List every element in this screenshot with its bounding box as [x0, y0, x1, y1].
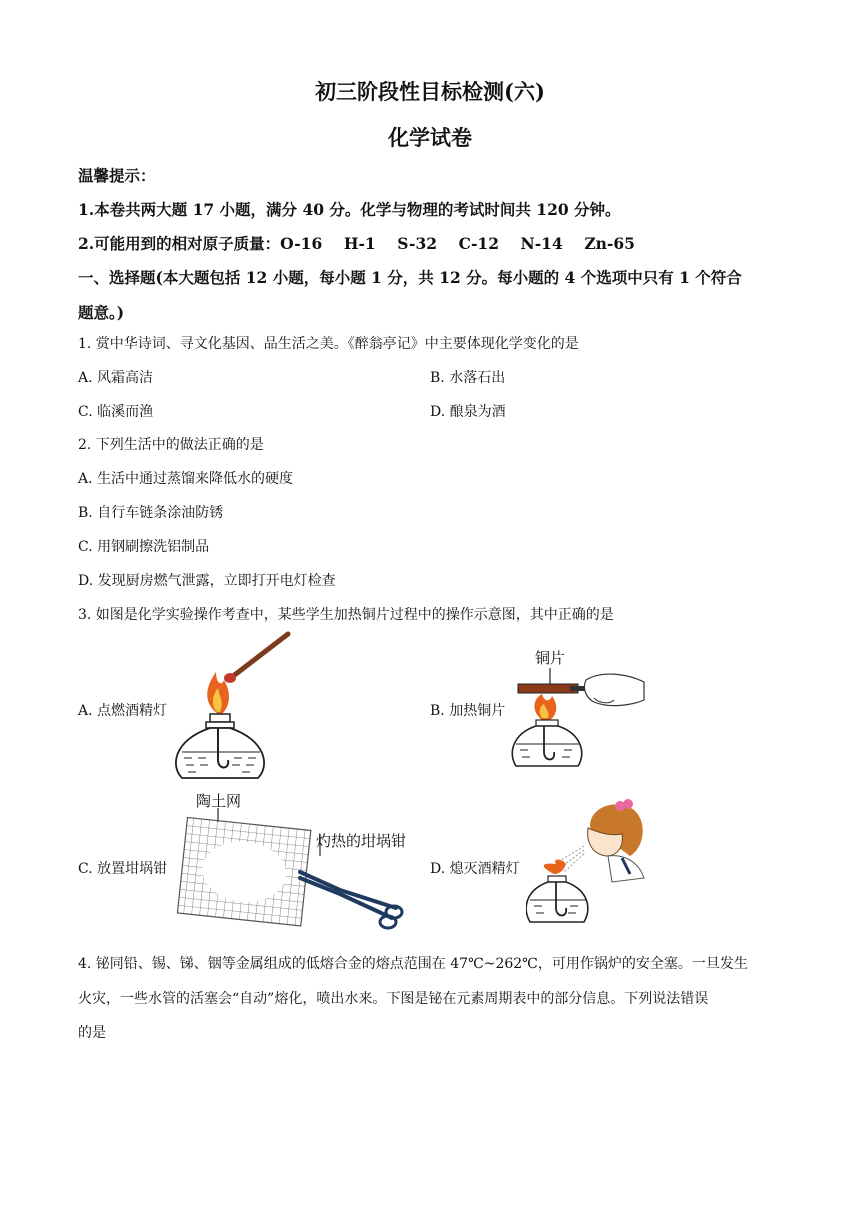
question-1-option-b: B. 水落石出	[430, 370, 506, 386]
question-1-stem: 1. 赏中华诗词、寻文化基因、品生活之美。《醉翁亭记》中主要体现化学变化的是	[78, 336, 579, 352]
match-stick	[228, 634, 288, 680]
tips-line-2: 2.可能用到的相对原子质量：O-16 H-1 S-32 C-12 N-14 Zn-65	[78, 234, 635, 253]
lamp-body	[512, 726, 581, 766]
tips-heading: 温馨提示：	[78, 166, 156, 185]
question-4-line-1: 4. 铋同铅、锡、锑、铟等金属组成的低熔合金的熔点范围在 47℃~262℃，可用作锅炉的安全塞。一旦发生	[78, 956, 748, 972]
tips-line-1: 1.本卷共两大题 17 小题，满分 40 分。化学与物理的考试时间共 120 分钟。	[78, 200, 621, 219]
page-subtitle: 化学试卷	[388, 125, 472, 150]
copper-sheet-label: 铜片	[535, 649, 566, 667]
question-3-option-d: D. 熄灭酒精灯	[430, 861, 520, 877]
question-2-option-c: C. 用钢刷擦洗铝制品	[78, 539, 210, 555]
question-2-stem: 2. 下列生活中的做法正确的是	[78, 437, 264, 453]
gauze-label: 陶土网	[196, 792, 242, 810]
question-2-option-b: B. 自行车链条涂油防锈	[78, 505, 224, 521]
figure-d-extinguish-lamp	[526, 798, 656, 928]
figure-b-heating-copper	[510, 668, 650, 772]
figure-c-crucible-tongs	[172, 808, 406, 938]
question-2-option-d: D. 发现厨房燃气泄露，立即打开电灯检查	[78, 573, 336, 589]
question-3-option-c: C. 放置坩埚钳	[78, 861, 168, 877]
question-1-option-d: D. 酿泉为酒	[430, 404, 506, 420]
question-3-stem: 3. 如图是化学实验操作考查中，某些学生加热铜片过程中的操作示意图，其中正确的是	[78, 607, 614, 623]
section-heading-line-1: 一、选择题(本大题包括 12 小题，每小题 1 分，共 12 分。每小题的 4 个选项中只有 1 个符合	[78, 268, 742, 287]
lamp-cap	[210, 714, 230, 722]
lamp-body	[176, 728, 264, 778]
tongs-label: 灼热的坩埚钳	[316, 832, 407, 850]
question-4-line-3: 的是	[78, 1025, 106, 1041]
question-3-option-a: A. 点燃酒精灯	[78, 703, 168, 719]
question-1-option-a: A. 风霜高洁	[78, 370, 154, 386]
question-4-line-2: 火灾，一些水管的活塞会“自动”熔化，喷出水来。下图是铋在元素周期表中的部分信息。下列说法错误	[78, 991, 709, 1007]
section-heading-line-2: 题意。)	[78, 303, 125, 322]
figure-a-lighting-lamp	[170, 628, 300, 784]
copper-sheet	[518, 684, 578, 693]
match-head	[224, 673, 236, 683]
crucible-tongs	[300, 872, 396, 908]
question-1-option-c: C. 临溪而渔	[78, 404, 154, 420]
page-title: 初三阶段性目标检测(六)	[315, 79, 545, 104]
hand-icon	[584, 674, 644, 706]
flame-icon	[544, 860, 566, 875]
question-2-option-a: A. 生活中通过蒸馏来降低水的硬度	[78, 471, 294, 487]
question-3-option-b: B. 加热铜片	[430, 703, 506, 719]
lamp-body	[526, 882, 588, 922]
